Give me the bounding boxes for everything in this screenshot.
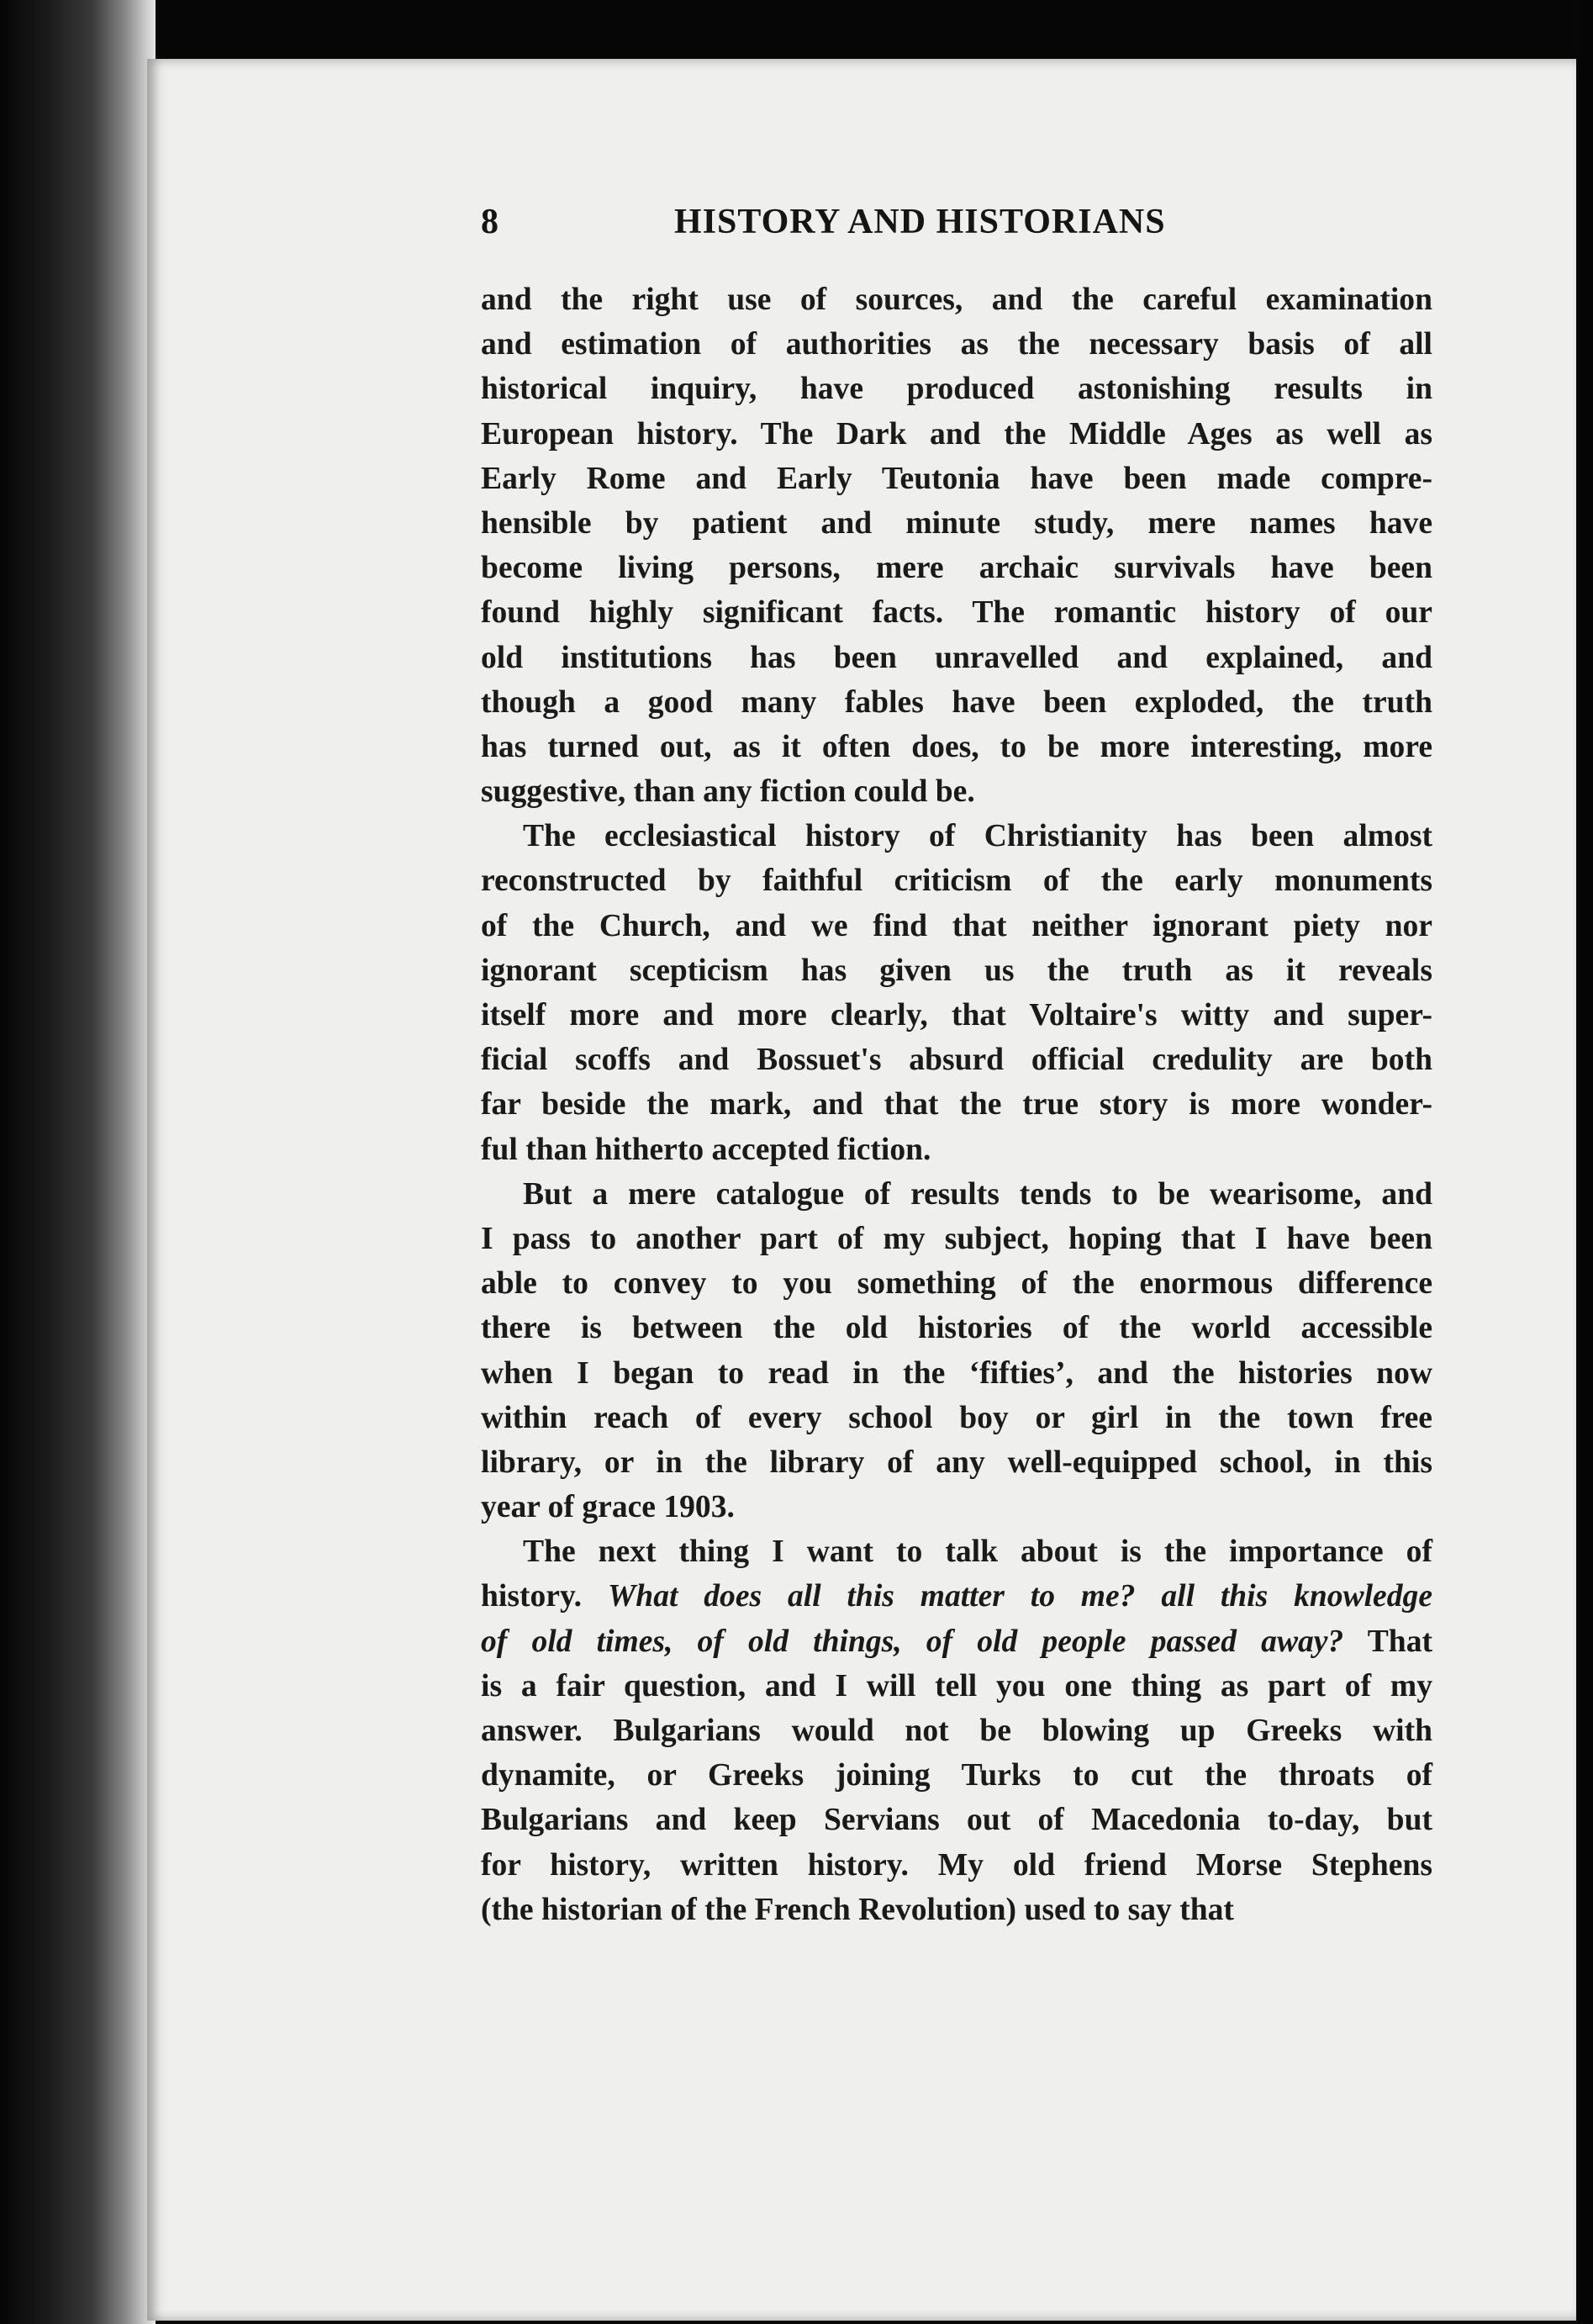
text-segment: there is between the old histories of the world accessible — [481, 1311, 1432, 1346]
text-segment: suggestive, than any fiction could be. — [481, 774, 975, 810]
text-line — [481, 1306, 1432, 1350]
text-line — [481, 680, 1432, 725]
text-segment: ficial scoffs and Bossuet's absurd official credulity are both — [481, 1043, 1432, 1078]
text-segment: within reach of every school boy or girl in the town free — [481, 1400, 1432, 1435]
text-line — [481, 1351, 1432, 1396]
text-segment: found highly significant facts. The romantic history of our — [481, 595, 1432, 631]
text-line — [481, 814, 1432, 858]
text-line — [481, 1485, 1432, 1529]
text-segment: dynamite, or Greeks joining Turks to cut the throats of — [481, 1758, 1432, 1793]
text-segment: library, or in the library of any well-equipped school, in this — [481, 1445, 1432, 1480]
text-segment: year of grace 1903. — [481, 1490, 735, 1525]
text-line — [481, 1038, 1432, 1082]
text-segment: reconstructed by faithful criticism of the early monuments — [481, 864, 1432, 899]
text-segment: The ecclesiastical history of Christianity has been almost — [523, 819, 1432, 854]
text-line — [481, 725, 1432, 769]
text-segment: European history. The Dark and the Middle Ages as well as — [481, 416, 1432, 452]
text-line — [481, 590, 1432, 635]
text-segment: hensible by patient and minute study, mere names have — [481, 505, 1432, 541]
book-spine-shadow — [0, 0, 156, 2324]
text-segment: for history, written history. My old friend Morse Stephens — [481, 1847, 1432, 1883]
paragraph — [481, 277, 1432, 814]
scan-top-edge — [0, 0, 1593, 59]
text-segment: old institutions has been unravelled and explained, and — [481, 640, 1432, 675]
text-line — [481, 1440, 1432, 1485]
running-title: HISTORY AND HISTORIANS — [674, 203, 1166, 241]
text-segment: answer. Bulgarians would not be blowing up Greeks with — [481, 1714, 1432, 1748]
italic-text-segment: of old times, of old things, of old people passed away? — [481, 1624, 1344, 1659]
text-segment: I pass to another part of my subject, hoping that I have been — [481, 1221, 1432, 1256]
text-segment: when I began to read in the ‘fifties’, and the histories now — [481, 1355, 1432, 1391]
text-line — [481, 636, 1432, 680]
text-line — [481, 367, 1432, 411]
text-line — [481, 457, 1432, 501]
scan-right-edge — [1578, 0, 1593, 2324]
text-line — [481, 1217, 1432, 1261]
italic-text-segment: What does all this matter to me? all this knowledge — [607, 1579, 1432, 1614]
text-line — [481, 1128, 1432, 1172]
text-segment: ful than hitherto accepted fiction. — [481, 1132, 931, 1167]
text-segment: The next thing I want to talk about is the importance of — [523, 1534, 1432, 1570]
text-line — [481, 858, 1432, 903]
text-segment: and estimation of authorities as the necessary basis of all — [481, 327, 1432, 362]
text-segment: though a good many fables have been exploded, the truth — [481, 684, 1432, 720]
text-segment: become living persons, mere archaic survivals have been — [481, 551, 1432, 586]
text-segment: ignorant scepticism has given us the truth as it reveals — [481, 953, 1432, 988]
text-segment: history. — [481, 1579, 608, 1614]
text-line — [481, 948, 1432, 993]
page-number: 8 — [481, 203, 498, 241]
text-segment: is a fair question, and I will tell you one thing as part of my — [481, 1668, 1432, 1703]
text-line — [481, 1396, 1432, 1440]
text-line — [481, 322, 1432, 367]
text-segment: historical inquiry, have produced astonishing results in — [481, 372, 1432, 407]
text-segment: But a mere catalogue of results tends to be wearisome, and — [523, 1176, 1432, 1212]
text-line — [481, 546, 1432, 590]
text-line — [481, 993, 1432, 1038]
text-segment: has turned out, as it often does, to be more interesting, more — [481, 729, 1432, 764]
page-header — [481, 202, 1432, 252]
text-segment: That — [1343, 1624, 1432, 1659]
text-line — [481, 1843, 1432, 1888]
text-line — [481, 1664, 1432, 1709]
body-text — [481, 277, 1432, 1932]
text-line — [481, 904, 1432, 948]
text-line — [481, 412, 1432, 457]
text-segment: (the historian of the French Revolution) used to say that — [481, 1892, 1234, 1927]
paragraph — [481, 1529, 1432, 1932]
text-segment: and the right use of sources, and the careful examination — [481, 283, 1432, 317]
text-line — [481, 1574, 1432, 1619]
text-line — [481, 1261, 1432, 1306]
text-line — [481, 769, 1432, 814]
text-line — [481, 501, 1432, 546]
paragraph — [481, 814, 1432, 1172]
text-line — [481, 1082, 1432, 1127]
text-line — [481, 1753, 1432, 1798]
text-segment: Bulgarians and keep Servians out of Macedonia to-day, but — [481, 1803, 1432, 1838]
paragraph — [481, 1172, 1432, 1530]
text-line — [481, 1172, 1432, 1217]
text-line — [481, 1709, 1432, 1753]
text-segment: of the Church, and we find that neither ignorant piety nor — [481, 908, 1432, 943]
text-segment: far beside the mark, and that the true story is more wonder- — [481, 1087, 1432, 1122]
text-line — [481, 1619, 1432, 1664]
text-line — [481, 1888, 1432, 1932]
text-line — [481, 1798, 1432, 1842]
text-segment: Early Rome and Early Teutonia have been made compre- — [481, 461, 1432, 496]
text-line — [481, 277, 1432, 322]
text-line — [481, 1529, 1432, 1574]
text-segment: itself more and more clearly, that Voltaire's witty and super- — [481, 998, 1432, 1033]
text-segment: able to convey to you something of the enormous difference — [481, 1266, 1432, 1302]
